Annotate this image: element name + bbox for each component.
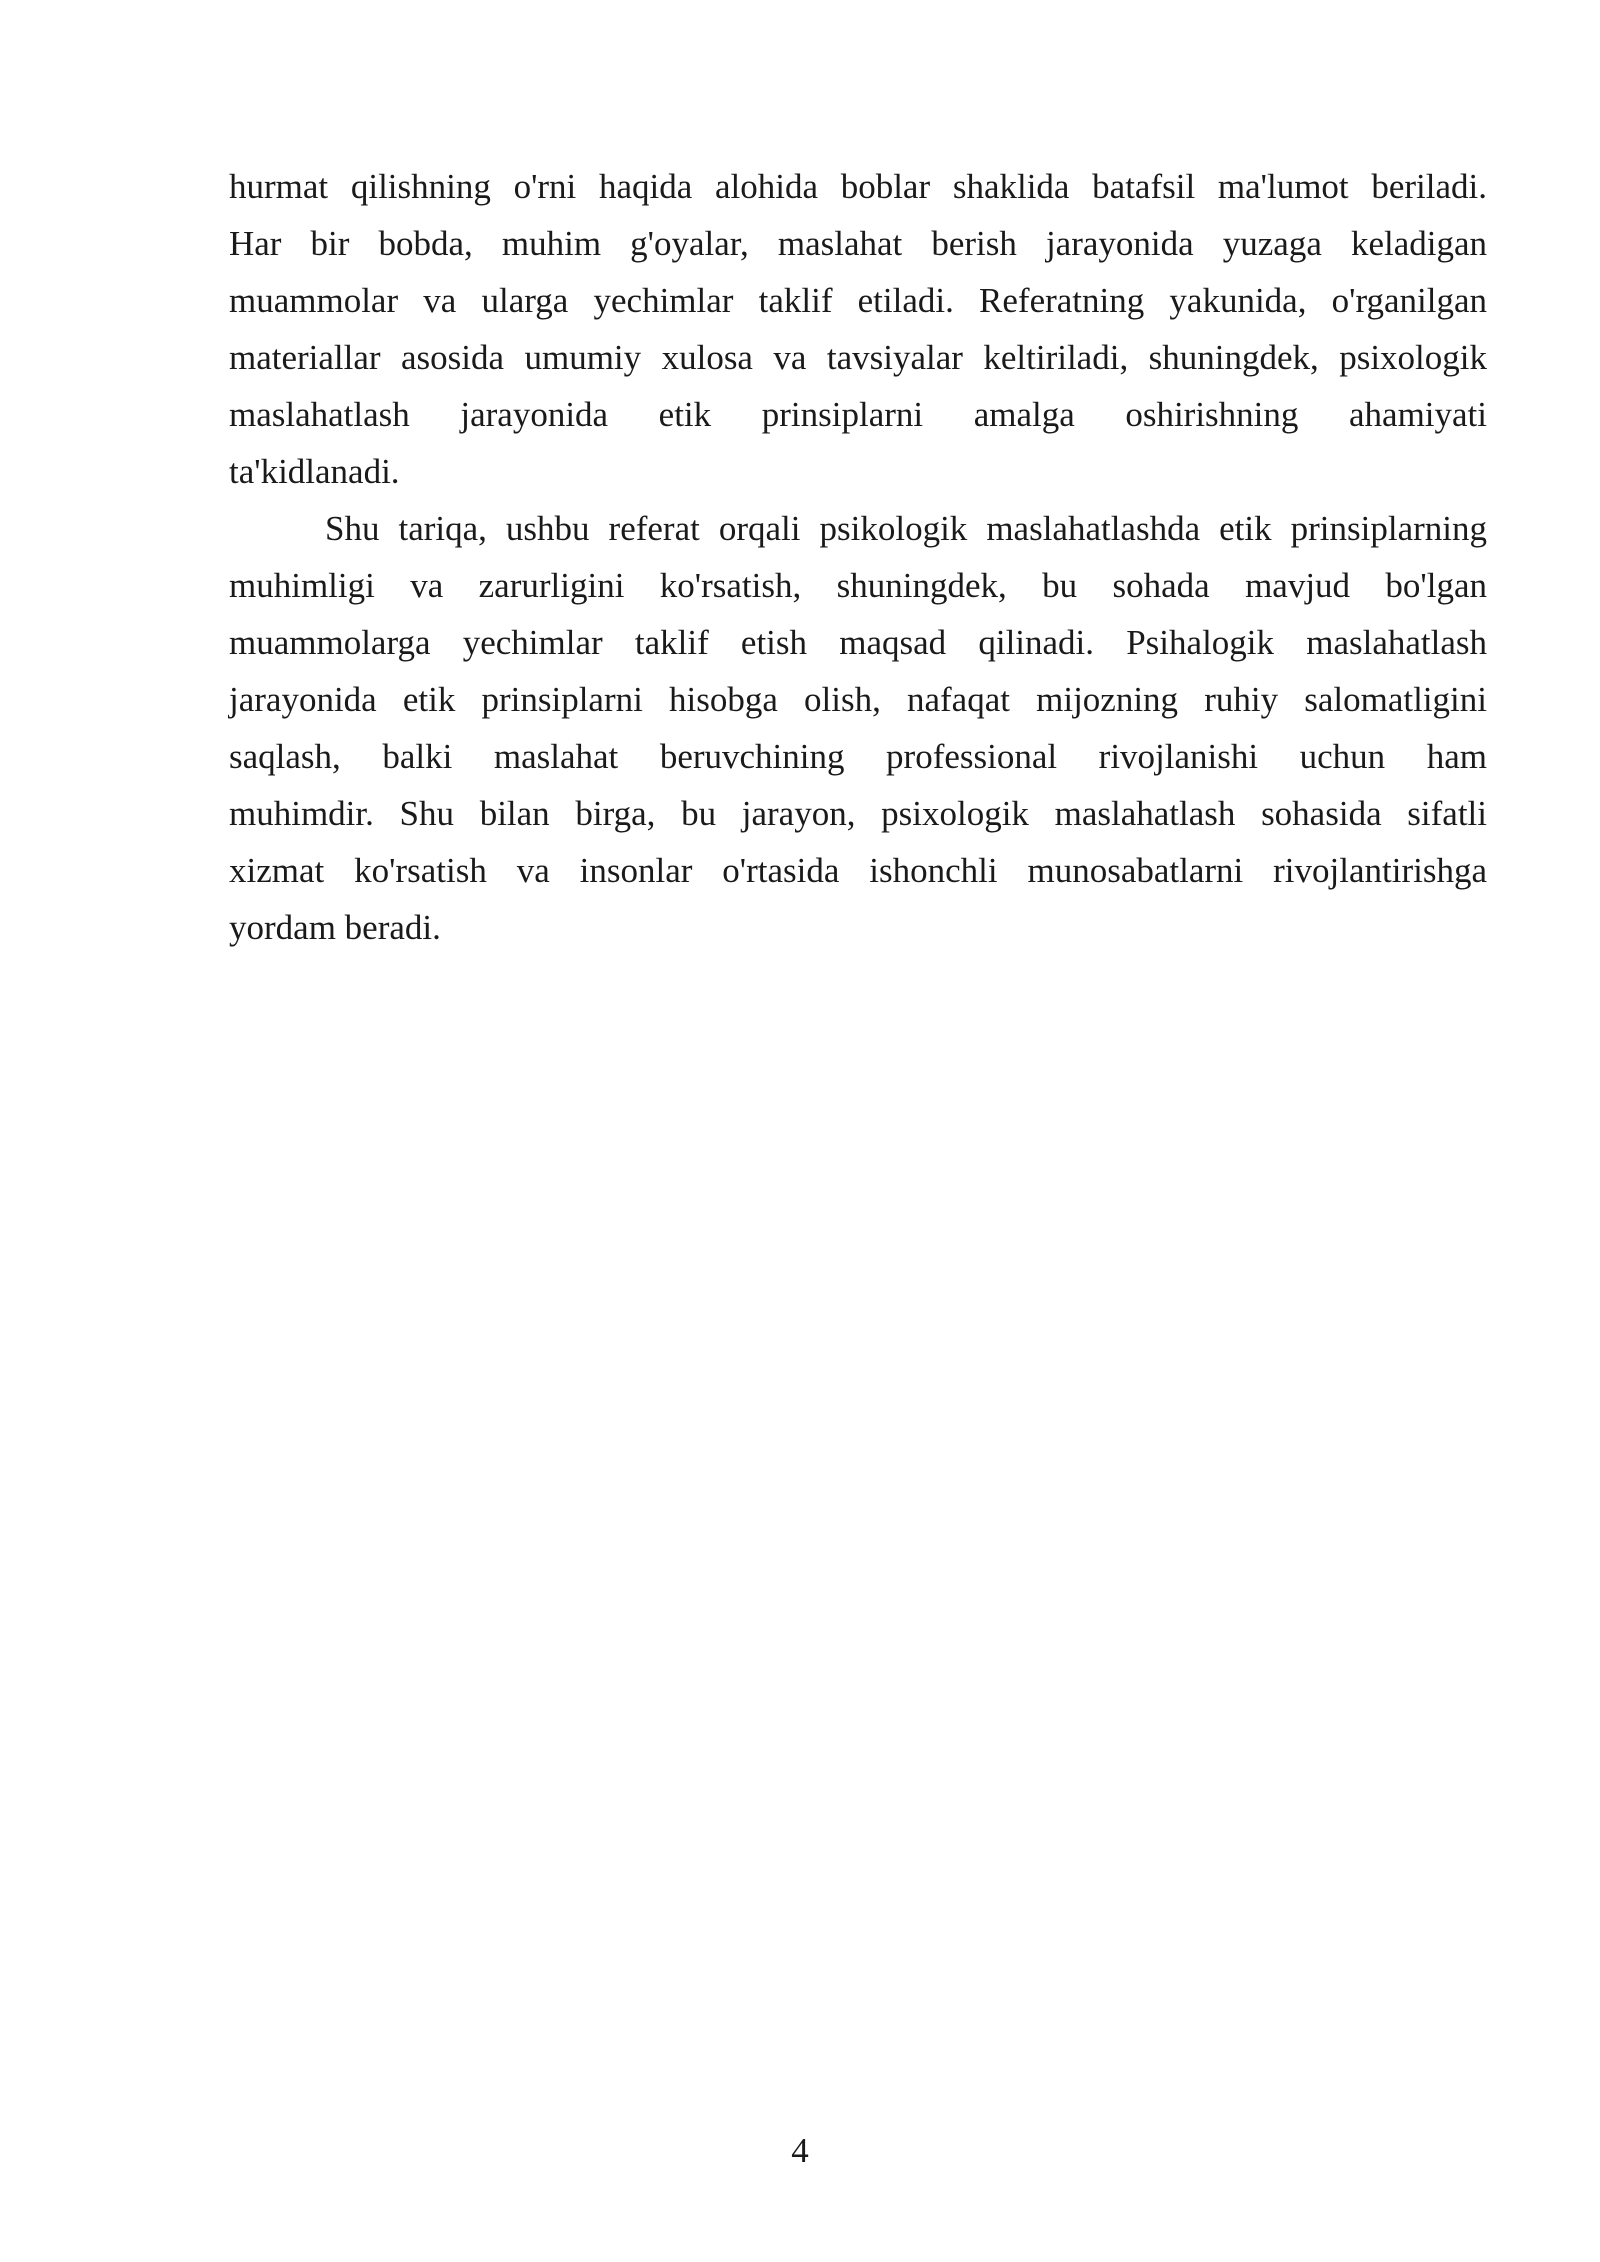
body-text <box>229 158 1487 956</box>
text-line: saqlash, balki maslahat beruvchining professional rivojlanishi uchun ham <box>229 737 1487 776</box>
text-line: muammolar va ularga yechimlar taklif etiladi. Referatning yakunida, o'rganilgan <box>229 281 1487 320</box>
text-line: Shu tariqa, ushbu referat orqali psikologik maslahatlashda etik prinsiplarning <box>325 509 1487 548</box>
text-line: yordam beradi. <box>229 908 441 947</box>
text-line: materiallar asosida umumiy xulosa va tavsiyalar keltiriladi, shuningdek, psixologik <box>229 338 1487 377</box>
page-number: 4 <box>791 2131 809 2170</box>
text-line: muammolarga yechimlar taklif etish maqsad qilinadi. Psihalogik maslahatlash <box>229 623 1487 662</box>
text-line: muhimligi va zarurligini ko'rsatish, shuningdek, bu sohada mavjud bo'lgan <box>229 566 1487 605</box>
text-line: jarayonida etik prinsiplarni hisobga olish, nafaqat mijozning ruhiy salomatligini <box>229 680 1487 719</box>
text-line: ta'kidlanadi. <box>229 452 400 491</box>
text-line: maslahatlash jarayonida etik prinsiplarni amalga oshirishning ahamiyati <box>229 395 1487 434</box>
text-line: xizmat ko'rsatish va insonlar o'rtasida ishonchli munosabatlarni rivojlantirishga <box>229 851 1487 890</box>
text-line: hurmat qilishning o'rni haqida alohida boblar shaklida batafsil ma'lumot beriladi. <box>229 167 1487 206</box>
text-line: muhimdir. Shu bilan birga, bu jarayon, psixologik maslahatlash sohasida sifatli <box>229 794 1487 833</box>
text-line: Har bir bobda, muhim g'oyalar, maslahat berish jarayonida yuzaga keladigan <box>229 224 1487 263</box>
